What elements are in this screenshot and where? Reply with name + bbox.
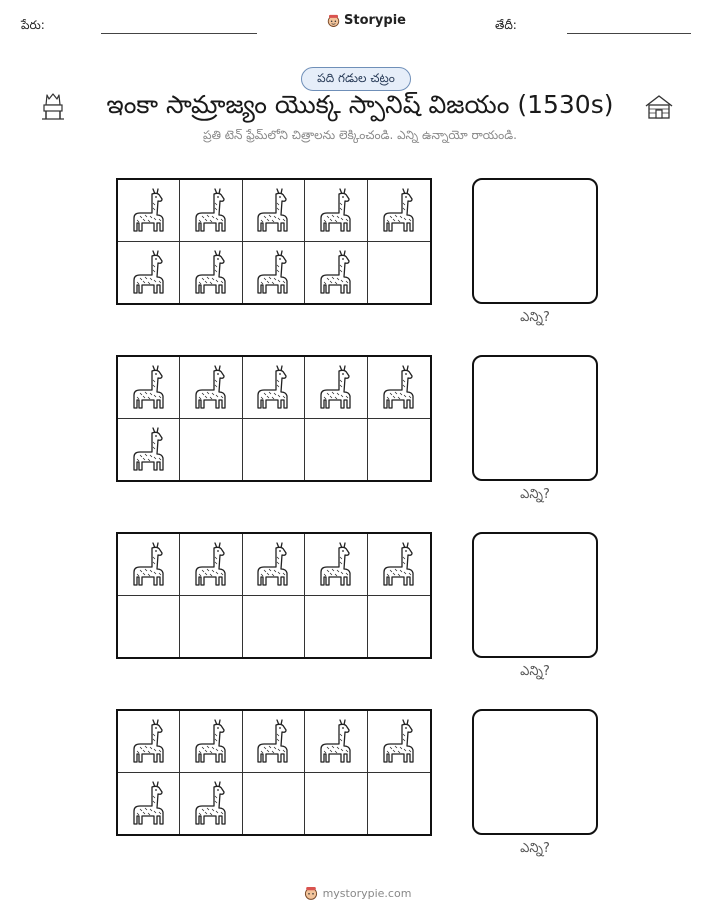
frame-cell (180, 242, 242, 304)
llama-icon (190, 362, 232, 412)
llama-icon (190, 185, 232, 235)
frame-cell (180, 596, 242, 658)
answer-box-3[interactable] (472, 532, 598, 658)
storypie-logo-icon (303, 885, 319, 901)
llama-icon (252, 362, 294, 412)
frame-cell (305, 711, 367, 773)
date-line[interactable] (567, 33, 691, 34)
llama-icon (378, 539, 420, 589)
frame-cell (243, 596, 305, 658)
brand-logo (326, 13, 406, 28)
frame-cell (118, 596, 180, 658)
worksheet-type-badge: పది గడుల చట్రం (301, 67, 411, 91)
frame-cell (305, 534, 367, 596)
storypie-logo-icon (326, 13, 341, 28)
answer-label-4: ఎన్ని? (520, 841, 550, 856)
answer-label-3: ఎన్ని? (520, 664, 550, 679)
frame-cell (118, 534, 180, 596)
llama-icon (190, 247, 232, 297)
llama-icon (190, 778, 232, 828)
frame-cell (180, 534, 242, 596)
frame-cell (305, 596, 367, 658)
llama-icon (252, 539, 294, 589)
answer-label-2: ఎన్ని? (520, 487, 550, 502)
frame-cell (180, 773, 242, 835)
llama-icon (315, 539, 357, 589)
answer-box-2[interactable] (472, 355, 598, 481)
frame-cell (368, 419, 430, 481)
throne-icon (38, 92, 68, 122)
llama-icon (128, 539, 170, 589)
frame-cell (243, 419, 305, 481)
answer-box-1[interactable] (472, 178, 598, 304)
frame-cell (118, 180, 180, 242)
frame-cell (305, 242, 367, 304)
llama-icon (128, 778, 170, 828)
ten-frame-2 (116, 355, 432, 482)
ten-frame-1 (116, 178, 432, 305)
hut-icon (644, 92, 674, 122)
llama-icon (128, 362, 170, 412)
frame-cell (180, 180, 242, 242)
frame-cell (118, 711, 180, 773)
name-line[interactable] (101, 33, 257, 34)
frame-cell (243, 711, 305, 773)
frame-cell (243, 773, 305, 835)
llama-icon (378, 362, 420, 412)
instructions: ప్రతి టెన్ ఫ్రేమ్‌లోని చిత్రాలను లెక్కించండి. ఎన్ని ఉన్నాయో రాయండి. (203, 128, 517, 142)
answer-box-4[interactable] (472, 709, 598, 835)
frame-cell (305, 357, 367, 419)
llama-icon (315, 185, 357, 235)
footer (0, 885, 714, 901)
llama-icon (190, 539, 232, 589)
frame-cell (368, 180, 430, 242)
llama-icon (128, 716, 170, 766)
frame-cell (368, 773, 430, 835)
frame-cell (118, 357, 180, 419)
frame-cell (368, 534, 430, 596)
llama-icon (252, 247, 294, 297)
frame-cell (118, 773, 180, 835)
llama-icon (315, 362, 357, 412)
llama-icon (378, 716, 420, 766)
answer-label-1: ఎన్ని? (520, 310, 550, 325)
llama-icon (378, 185, 420, 235)
frame-cell (243, 180, 305, 242)
date-label: తేదీ: (495, 18, 517, 32)
llama-icon (128, 424, 170, 474)
frame-cell (118, 242, 180, 304)
llama-icon (128, 185, 170, 235)
brand-name: Storypie (344, 13, 406, 28)
llama-icon (252, 185, 294, 235)
llama-icon (252, 716, 294, 766)
frame-cell (305, 773, 367, 835)
frame-cell (368, 596, 430, 658)
name-label: పేరు: (21, 18, 45, 32)
frame-cell (368, 711, 430, 773)
llama-icon (315, 716, 357, 766)
frame-cell (118, 419, 180, 481)
frame-cell (243, 534, 305, 596)
footer-url: mystorypie.com (322, 886, 412, 900)
llama-icon (315, 247, 357, 297)
frame-cell (243, 357, 305, 419)
frame-cell (368, 357, 430, 419)
frame-cell (180, 419, 242, 481)
llama-icon (128, 247, 170, 297)
ten-frame-3 (116, 532, 432, 659)
frame-cell (368, 242, 430, 304)
frame-cell (305, 180, 367, 242)
llama-icon (190, 716, 232, 766)
ten-frame-4 (116, 709, 432, 836)
page-title: ఇంకా సామ్రాజ్యం యొక్క స్పానిష్ విజయం (1530s) (106, 90, 614, 119)
frame-cell (180, 711, 242, 773)
frame-cell (243, 242, 305, 304)
frame-cell (305, 419, 367, 481)
frame-cell (180, 357, 242, 419)
